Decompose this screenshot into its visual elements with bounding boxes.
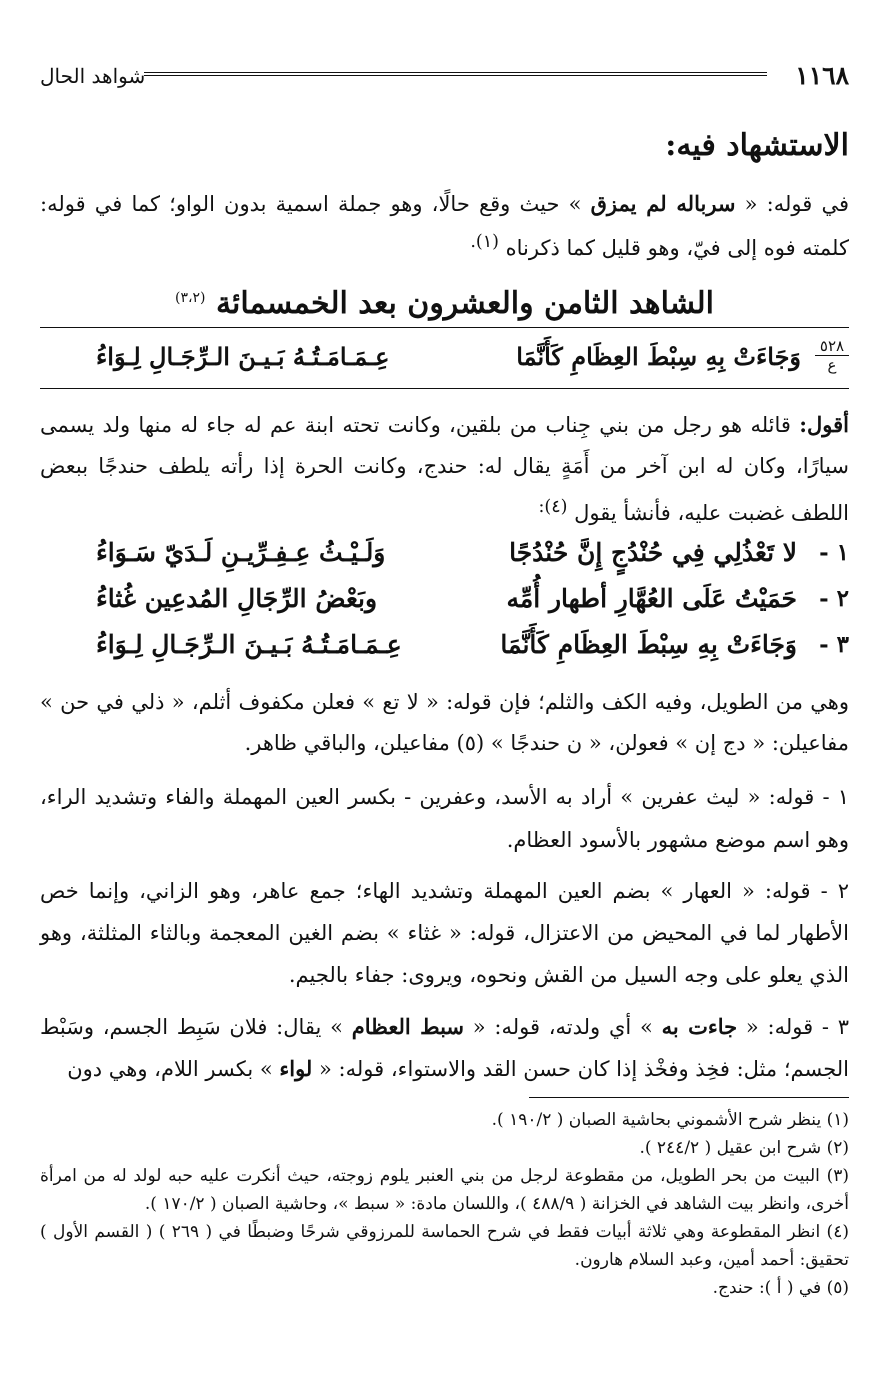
section-heading: الاستشهاد فيه:	[665, 128, 849, 163]
para2-text: قائله هو رجل من بني جِناب من بلقين، وكانت تحته ابنة عم له جاء له منها ولد يسمى سيارًا، وكان له ابن آخر من أَمَةٍ يقال له: حندج، وكانت الحرة إذا رأته يلطف حندجًا ببعض اللطف غضبت عليه، فأنشأ يقول	[40, 413, 849, 525]
para6-text: » أي ولدته، قوله: «	[464, 1015, 662, 1039]
poem-line-number: ١ -	[819, 539, 849, 566]
page-header	[40, 62, 849, 92]
footnote: (٣) البيت من بحر الطويل، من مقطوعة لرجل من بني العنبر يلوم زوجته، حيث أنكرت عليه حبه لولد له من امرأة أخرى، وانظر بيت الشاهد في الخزانة ( ٤٨٨/٩ )، واللسان مادة: « سبط »، وحاشية الصبان ( ١٧٠/٢ ).	[40, 1166, 849, 1214]
poem-hemistich-first: وَجَاءَتْ بِهِ سِبْطَ العِظَامِ كَأَنَّمَا	[500, 630, 797, 659]
poem-hemistich-second: عِـمَـامَـتُـهُ بَـيـنَ الـرِّجَـالِ لِـوَاءُ	[96, 630, 402, 659]
poem-line	[40, 579, 849, 625]
footnote-ref-4: (٤):	[538, 497, 568, 517]
poem-line	[40, 625, 849, 671]
footnote: (٥) في ( أ ): حندج.	[712, 1278, 849, 1298]
footnote-rule	[529, 1097, 849, 1098]
para6-text: » بكسر اللام، وهي دون	[67, 1057, 280, 1081]
poem-hemistich-first: حَمَيْتُ عَلَى العُهَّارِ أطهار أُمِّه	[506, 584, 797, 613]
verse-rule-bottom	[40, 388, 849, 389]
hemistich-first: وَجَاءَتْ بِهِ سِبْطَ العِظَامِ كَأَنَّمَا	[516, 342, 801, 371]
poem-line-number: ٣ -	[819, 631, 849, 658]
poem-line-number: ٢ -	[819, 585, 849, 612]
para6-quote-2: سبط العظام	[351, 1014, 465, 1039]
header-rule	[144, 72, 767, 76]
running-title: شواهد الحال	[40, 64, 146, 88]
footnote-ref-1: (١).	[470, 232, 499, 252]
paragraph-commentary	[40, 404, 849, 534]
footnote-ref-2-3: (٣،٢)	[175, 290, 206, 306]
paragraph-meter: وهي من الطويل، وفيه الكف والثلم؛ فإن قوله: « لا تع » فعلن مكفوف أثلم، « ذلي في حن » مفاعيلن: « دج إن » فعولن، « ن حندجًا » (٥) مفاعيلن، والباقي ظاهر.	[40, 690, 849, 755]
verse-number	[815, 337, 849, 374]
footnotes	[40, 1106, 849, 1302]
poem-hemistich-first: لا تَعْذُلِي فِي حُنْدُجٍ إِنَّ حُنْدُجًا	[509, 538, 797, 567]
poem-hemistich-second: وَلَـيْـثُ عِـفِـرِّيـنِ لَـدَيّ سَـوَاءُ	[96, 538, 386, 567]
poem-block	[40, 533, 849, 671]
para1-text-end: » حيث وقع حالًا، وهو جملة اسمية بدون الواو؛ كما في قوله: كلمته فوه إلى فيّ، وهو قليل كما ذكرناه	[40, 192, 849, 260]
poem-hemistich-second: وبَعْضُ الرِّجَالِ المُدعِين غُثاءُ	[96, 584, 378, 613]
para1-text-start: في قوله: «	[735, 192, 849, 216]
poem-line	[40, 533, 849, 579]
verse-number-bottom: ع	[815, 355, 849, 374]
paragraph-note-1: ١ - قوله: « ليث عفرين » أراد به الأسد، وعفرين - بكسر العين المهملة والفاء وتشديد الراء، وهو اسم موضع مشهور بالأسود العظام.	[40, 785, 849, 852]
hemistich-second: عِـمَـامَـتُـهُ بَـيـنَ الـرِّجَـالِ لِـوَاءُ	[96, 342, 390, 371]
para6-text: ٣ - قوله: «	[737, 1015, 850, 1039]
footnote: (١) ينظر شرح الأشموني بحاشية الصبان ( ١٩٠/٢ ).	[491, 1110, 849, 1130]
verse-rule-top	[40, 327, 849, 328]
paragraph-citation	[40, 185, 849, 267]
para6-quote-1: جاءت به	[661, 1014, 738, 1039]
witness-title	[40, 278, 849, 324]
witness-verse	[40, 333, 849, 387]
para2-lead: أقول:	[799, 412, 849, 437]
page-number: ١١٦٨	[795, 61, 849, 90]
paragraph-note-2: ٢ - قوله: « العهار » بضم العين المهملة وتشديد الهاء؛ جمع عاهر، وهو الزاني، وإنما خص الأطهار لما في المحيض من الاعتزال، قوله: « غثاء » بضم الغين المعجمة وبالثاء المثلثة، وهو الذي يعلو على وجه السيل من القش ونحوه، ويروى: جفاء بالجيم.	[40, 879, 849, 987]
witness-title-text: الشاهد الثامن والعشرون بعد الخمسمائة	[215, 286, 714, 321]
verse-number-top: ٥٢٨	[819, 337, 845, 355]
para1-quote: سرباله لم يمزق	[590, 191, 736, 216]
para6-text: » يقال: فلان سَبِط الجسم، وسَبْط الجسم؛ مثل: فخِذ وفخْذ إذا كان حسن القد والاستواء، قوله: «	[40, 1015, 849, 1081]
para6-quote-3: لواء	[279, 1056, 313, 1081]
paragraph-note-3	[40, 1006, 849, 1090]
footnote: (٤) انظر المقطوعة وهي ثلاثة أبيات فقط في شرح الحماسة للمرزوقي شرحًا وضبطًا في ( ٢٦٩ ) ( القسم الأول ) تحقيق: أحمد أمين، وعبد السلام هارون.	[40, 1222, 849, 1270]
footnote: (٢) شرح ابن عقيل ( ٢٤٤/٢ ).	[639, 1138, 849, 1158]
